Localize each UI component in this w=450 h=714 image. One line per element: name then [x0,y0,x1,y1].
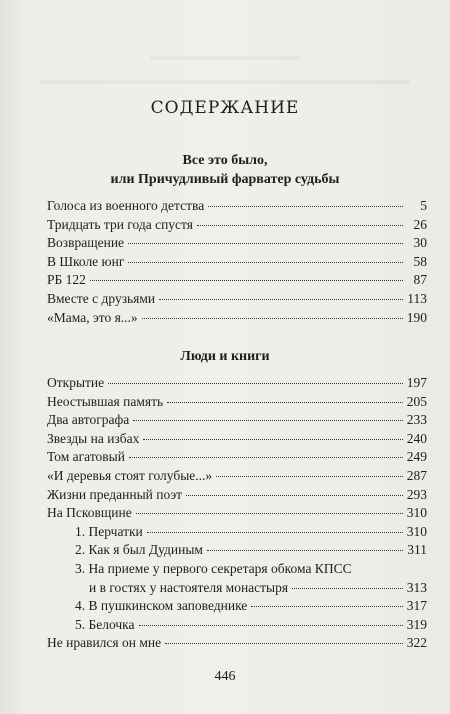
toc-entry-page: 197 [406,375,427,390]
toc-section-2 [47,375,427,654]
toc-subentry[interactable] [47,561,427,580]
toc-entry-page: 5 [420,198,427,213]
section-heading-1 [0,151,450,189]
dot-leader [143,439,402,440]
toc-entry[interactable] [47,272,427,291]
section-heading-1-line1: Все это было, [182,153,268,168]
toc-entry[interactable] [47,635,427,654]
dot-leader [159,299,403,300]
toc-subentry[interactable] [47,524,427,543]
toc-entry-page: 233 [406,412,427,428]
toc-entry-page: 26 [413,216,427,232]
toc-entry-title: В Школе юнг [47,253,125,269]
toc-entry[interactable] [47,449,427,468]
toc-entry-title: «И деревья стоят голубые...» [47,467,213,483]
toc-entry[interactable] [47,217,427,236]
dot-leader [108,383,403,384]
toc-entry-title: Открытие [47,375,105,390]
toc-subentry[interactable] [47,617,427,636]
section-heading-1-line2: или Причудливый фарватер судьбы [110,172,340,187]
dot-leader [128,243,403,244]
dot-leader [147,532,403,533]
toc-entry-title: Звезды на избах [47,430,140,446]
bleed-through [40,80,410,84]
toc-entry-title: РБ 122 [47,272,86,288]
toc-subentry-continuation[interactable] [47,580,427,599]
toc-entry-title: Жизни преданный поэт [47,486,183,502]
toc-entry-page: 287 [406,467,427,483]
toc-entry-page: 322 [406,635,427,651]
dot-leader [139,625,403,626]
dot-leader [292,588,403,589]
toc-section-1 [47,198,427,328]
toc-entry-page: 240 [406,430,427,446]
page-title: СОДЕРЖАНИЕ [150,98,300,118]
toc-subentry-page: 313 [406,579,427,595]
toc-entry-title: Не нравился он мне [47,635,162,651]
page-number: 446 [214,669,236,684]
dot-leader [142,318,403,319]
toc-subentry[interactable] [47,542,427,561]
toc-entry-page: 249 [406,449,427,465]
toc-entry-page: 205 [406,393,427,409]
dot-leader [216,476,403,477]
toc-entry-page: 310 [406,505,427,521]
toc-subentry-title: 1. Перчатки [75,523,143,539]
toc-entry-page: 87 [413,272,427,288]
toc-entry[interactable] [47,198,427,217]
toc-entry-title: Вместе с друзьями [47,290,156,306]
section-heading-2: Люди и книги [180,349,270,364]
toc-entry-title: Том агатовый [47,449,125,465]
dot-leader [167,402,403,403]
toc-entry-page: 58 [413,253,427,269]
bleed-through [150,56,300,60]
toc-entry[interactable] [47,394,427,413]
dot-leader [208,206,403,207]
toc-subentry-page: 317 [406,598,427,614]
toc-subentry-page: 319 [406,616,427,632]
toc-subentry-title: 5. Белочка [75,616,135,632]
dot-leader [133,420,402,421]
toc-subentry-title: 2. Как я был Дудиным [75,542,203,558]
toc-entry[interactable] [47,235,427,254]
dot-leader [165,643,403,644]
toc-subentry-page: 311 [407,542,427,558]
toc-entry-title: Голоса из военного детства [47,198,205,213]
toc-entry[interactable] [47,310,427,329]
toc-entry[interactable] [47,291,427,310]
toc-subentry-title: 3. На приеме у первого секретаря обкома КПСС [75,560,352,576]
toc-entry[interactable] [47,505,427,524]
toc-entry[interactable] [47,254,427,273]
toc-entry-page: 30 [413,235,427,251]
dot-leader [197,225,403,226]
dot-leader [90,280,403,281]
dot-leader [128,262,403,263]
dot-leader [129,457,403,458]
toc-entry[interactable] [47,487,427,506]
toc-entry-title: Два автографа [47,412,130,428]
toc-subentry[interactable] [47,598,427,617]
dot-leader [207,550,403,551]
dot-leader [251,606,402,607]
toc-subentry-title: 4. В пушкинском заповеднике [75,598,248,614]
toc-entry[interactable] [47,375,427,394]
toc-entry-title: Тридцать три года спустя [47,216,193,232]
toc-entry[interactable] [47,431,427,450]
toc-entry-title: Возвращение [47,235,125,251]
toc-entry-page: 190 [406,309,427,325]
toc-subentry-page: 310 [406,523,427,539]
toc-entry-title: Неостывшая память [47,393,164,409]
dot-leader [186,495,403,496]
toc-entry-page: 293 [406,486,427,502]
toc-entry-title: На Псковщине [47,505,132,521]
toc-subentry-title: и в гостях у настоятеля монастыря [89,579,289,595]
toc-entry[interactable] [47,468,427,487]
toc-entry-page: 113 [407,290,427,306]
toc-entry[interactable] [47,412,427,431]
dot-leader [136,513,403,514]
toc-entry-title: «Мама, это я...» [47,309,138,325]
